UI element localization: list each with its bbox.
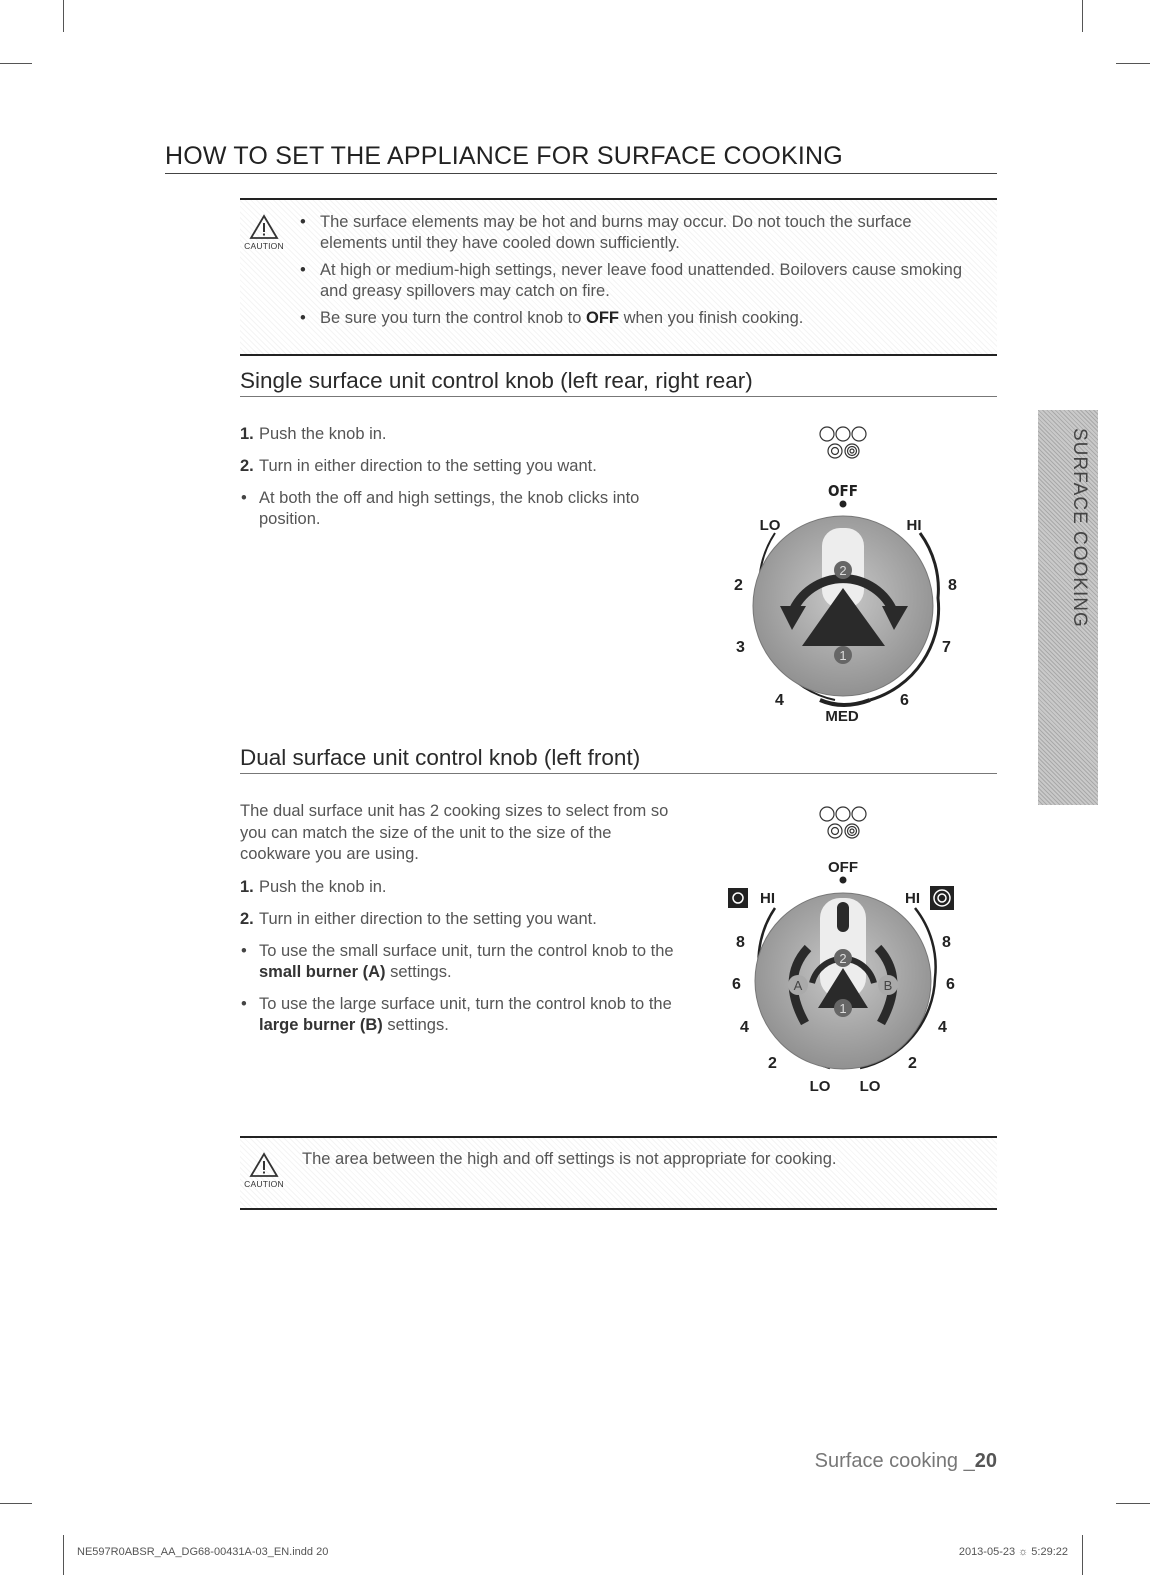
knob-number: 8	[948, 577, 957, 594]
single-knob-diagram	[720, 418, 970, 728]
caution-badge	[240, 214, 288, 251]
crop-mark	[1116, 63, 1150, 64]
step-mark: 2	[839, 563, 847, 578]
caution-text: The area between the high and off settings is not appropriate for cooking.	[302, 1150, 837, 1168]
burner-indicator-icon	[820, 427, 866, 458]
warning-triangle-icon	[249, 214, 279, 240]
burner-mark-a: A	[793, 978, 803, 993]
knob-number: 4	[775, 692, 784, 709]
caution-list	[298, 212, 967, 335]
knob-label-lo: LO	[759, 517, 781, 534]
burner-indicator-icon	[820, 807, 866, 838]
dual-intro: The dual surface unit has 2 cooking sizes to select from so you can match the size of the unit to the size of the cookware you are using.	[240, 802, 669, 863]
caution-badge	[240, 1152, 288, 1189]
list-item: 1. Push the knob in.	[240, 878, 387, 896]
caution-item: • The surface elements may be hot and burns may occur. Do not touch the surface elements until they have cooled down sufficiently.	[298, 212, 967, 254]
dual-steps	[240, 877, 680, 1047]
caution-label: CAUTION	[244, 241, 284, 251]
step-mark: 2	[839, 951, 847, 966]
dual-knob-diagram	[720, 798, 970, 1128]
knob-label-lo-left: LO	[809, 1078, 831, 1095]
knob-number: 2	[768, 1055, 777, 1072]
knob-number: 4	[938, 1019, 947, 1036]
print-file-info: NE597R0ABSR_AA_DG68-00431A-03_EN.indd 20	[77, 1546, 329, 1558]
list-item: 2. Turn in either direction to the setting you want.	[240, 457, 597, 475]
crop-mark	[0, 63, 32, 64]
step-mark: 1	[839, 1001, 847, 1016]
single-knob-heading: Single surface unit control knob (left rear, right rear)	[240, 368, 997, 397]
list-item: • To use the small surface unit, turn the control knob to the small burner (A) settings.	[240, 941, 680, 983]
list-item: 1. Push the knob in.	[240, 425, 387, 443]
knob-number: 8	[736, 934, 745, 951]
knob-label-med: MED	[825, 708, 859, 725]
knob-number: 4	[740, 1019, 749, 1036]
caution-box-bottom	[240, 1136, 997, 1210]
caution-box-top	[240, 198, 997, 356]
list-item: 2. Turn in either direction to the setting you want.	[240, 910, 597, 928]
knob-number: 2	[734, 577, 743, 594]
knob-label-lo-right: LO	[859, 1078, 881, 1095]
knob-label-hi: HI	[906, 517, 922, 534]
knob-number: 6	[900, 692, 909, 709]
page-footer: Surface cooking _20	[814, 1450, 997, 1472]
off-dot	[840, 501, 847, 508]
crop-mark	[1082, 0, 1083, 32]
crop-mark	[0, 1503, 32, 1504]
knob-label-hi-right: HI	[905, 890, 920, 907]
step-mark: 1	[839, 648, 847, 663]
crop-mark	[63, 0, 64, 32]
burner-mark-b: B	[883, 978, 893, 993]
crop-mark	[1116, 1503, 1150, 1504]
caution-item: • Be sure you turn the control knob to OFF when you finish cooking.	[298, 308, 967, 329]
page-title: HOW TO SET THE APPLIANCE FOR SURFACE COOKING	[165, 142, 997, 174]
knob-number: 6	[732, 976, 741, 993]
knob-label-hi-left: HI	[760, 890, 775, 907]
list-item: • To use the large surface unit, turn the control knob to the large burner (B) settings.	[240, 994, 680, 1036]
knob-number: 3	[736, 639, 745, 656]
crop-mark	[63, 1535, 64, 1575]
single-steps	[240, 424, 680, 541]
caution-item: • At high or medium-high settings, never leave food unattended. Boilovers cause smoking and greasy spillovers may catch on fire.	[298, 260, 967, 302]
section-side-tab	[1038, 410, 1098, 805]
list-item: • At both the off and high settings, the knob clicks into position.	[240, 488, 680, 530]
caution-label: CAUTION	[244, 1179, 284, 1189]
side-tab-label: SURFACE COOKING	[1069, 428, 1090, 628]
knob-number: 2	[908, 1055, 917, 1072]
small-burner-icon	[728, 888, 748, 908]
knob-label-off: OFF	[828, 859, 858, 876]
knob-label-off: OFF	[828, 482, 858, 500]
print-date-info: 2013-05-23 ☼ 5:29:22	[958, 1546, 1068, 1558]
warning-triangle-icon	[249, 1152, 279, 1178]
knob-number: 8	[942, 934, 951, 951]
dual-knob-heading: Dual surface unit control knob (left front)	[240, 745, 997, 774]
page-number: 20	[974, 1450, 997, 1472]
crop-mark	[1082, 1535, 1083, 1575]
knob-number: 6	[946, 976, 955, 993]
knob-number: 7	[942, 639, 951, 656]
off-dot	[840, 877, 847, 884]
